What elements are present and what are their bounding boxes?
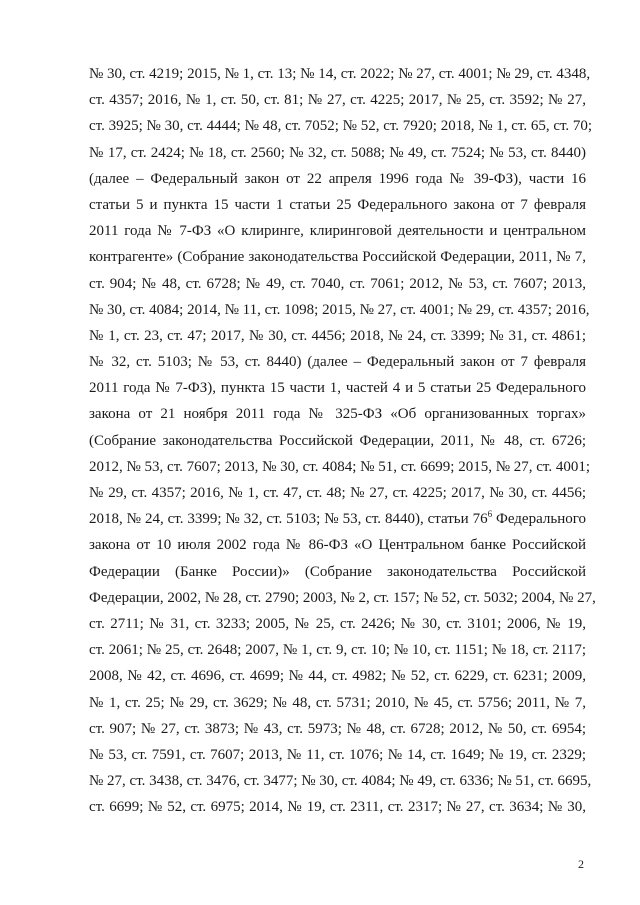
text-line-8: контрагенте» (Собрание законодательства Российской Федерации, 2011, № 7, [89, 249, 586, 266]
text-line-20: Федерации (Банке России)» (Собрание законодательства Российской [89, 563, 586, 580]
text-line-13: 2011 года № 7-ФЗ), пункта 15 части 1, частей 4 и 5 статьи 25 Федерального [89, 380, 586, 397]
text-line-6: статьи 5 и пункта 15 части 1 статьи 25 Федерального закона от 7 февраля [89, 196, 586, 213]
text-line-14: закона от 21 ноября 2011 года № 325-ФЗ «Об организованных торгах» [89, 406, 586, 423]
text-line-18-end: Федерального [492, 511, 586, 528]
text-line-29: ст. 6699; № 52, ст. 6975; 2014, № 19, ст. 2311, ст. 2317; № 27, ст. 3634; № 30, [89, 799, 586, 816]
text-line-4: № 17, ст. 2424; № 18, ст. 2560; № 32, ст. 5088; № 49, ст. 7524; № 53, ст. 8440) [89, 144, 586, 161]
page-number: 2 [578, 857, 584, 871]
text-line-26: ст. 907; № 27, ст. 3873; № 43, ст. 5973; № 48, ст. 6728; 2012, № 50, ст. 6954; [89, 720, 586, 737]
text-line-18-start: 2018, № 24, ст. 3399; № 32, ст. 5103; № 53, ст. 8440), статьи 76 [89, 511, 488, 528]
text-line-12: № 32, ст. 5103; № 53, ст. 8440) (далее – Федеральный закон от 7 февраля [89, 354, 586, 371]
body-text [89, 61, 596, 820]
text-line-3: ст. 3925; № 30, ст. 4444; № 48, ст. 7052; № 52, ст. 7920; 2018, № 1, ст. 65, ст. 70; [89, 118, 593, 135]
text-line-24: 2008, № 42, ст. 4696, ст. 4699; № 44, ст. 4982; № 52, ст. 6229, ст. 6231; 2009, [89, 668, 586, 685]
text-line-23: ст. 2061; № 25, ст. 2648; 2007, № 1, ст. 9, ст. 10; № 10, ст. 1151; № 18, ст. 2117; [89, 642, 586, 659]
text-line-1: № 30, ст. 4219; 2015, № 1, ст. 13; № 14, ст. 2022; № 27, ст. 4001; № 29, ст. 4348, [89, 66, 591, 82]
text-line-10: № 30, ст. 4084; 2014, № 11, ст. 1098; 2015, № 27, ст. 4001; № 29, ст. 4357; 2016, [89, 301, 590, 318]
text-line-15: (Собрание законодательства Российской Федерации, 2011, № 48, ст. 6726; [89, 432, 586, 449]
text-line-27: № 53, ст. 7591, ст. 7607; 2013, № 11, ст. 1076; № 14, ст. 1649; № 19, ст. 2329; [89, 746, 586, 763]
text-line-5: (далее – Федеральный закон от 22 апреля 1996 года № 39-ФЗ), части 16 [89, 170, 586, 187]
text-line-7: 2011 года № 7-ФЗ «О клиринге, клиринговой деятельности и центральном [89, 223, 586, 240]
text-line-11: № 1, ст. 23, ст. 47; 2017, № 30, ст. 4456; 2018, № 24, ст. 3399; № 31, ст. 4861; [89, 327, 586, 344]
text-line-28: № 27, ст. 3438, ст. 3476, ст. 3477; № 30, ст. 4084; № 49, ст. 6336; № 51, ст. 6695, [89, 773, 592, 790]
text-line-18 [89, 506, 586, 532]
text-line-16: 2012, № 53, ст. 7607; 2013, № 30, ст. 4084; № 51, ст. 6699; 2015, № 27, ст. 4001; [89, 458, 591, 475]
text-line-25: № 1, ст. 25; № 29, ст. 3629; № 48, ст. 5731; 2010, № 45, ст. 5756; 2011, № 7, [89, 694, 586, 711]
text-line-22: ст. 2711; № 31, ст. 3233; 2005, № 25, ст. 2426; № 30, ст. 3101; 2006, № 19, [89, 615, 586, 632]
article-number-superscript: 6 [487, 509, 493, 520]
text-line-17: № 29, ст. 4357; 2016, № 1, ст. 47, ст. 48; № 27, ст. 4225; 2017, № 30, ст. 4456; [89, 485, 586, 501]
text-line-21: Федерации, 2002, № 28, ст. 2790; 2003, № 2, ст. 157; № 52, ст. 5032; 2004, № 27, [89, 589, 596, 606]
text-line-19: закона от 10 июля 2002 года № 86-ФЗ «О Центральном банке Российской [89, 537, 586, 554]
text-line-9: ст. 904; № 48, ст. 6728; № 49, ст. 7040, ст. 7061; 2012, № 53, ст. 7607; 2013, [89, 275, 586, 292]
text-line-2: ст. 4357; 2016, № 1, ст. 50, ст. 81; № 27, ст. 4225; 2017, № 25, ст. 3592; № 27, [89, 92, 586, 109]
